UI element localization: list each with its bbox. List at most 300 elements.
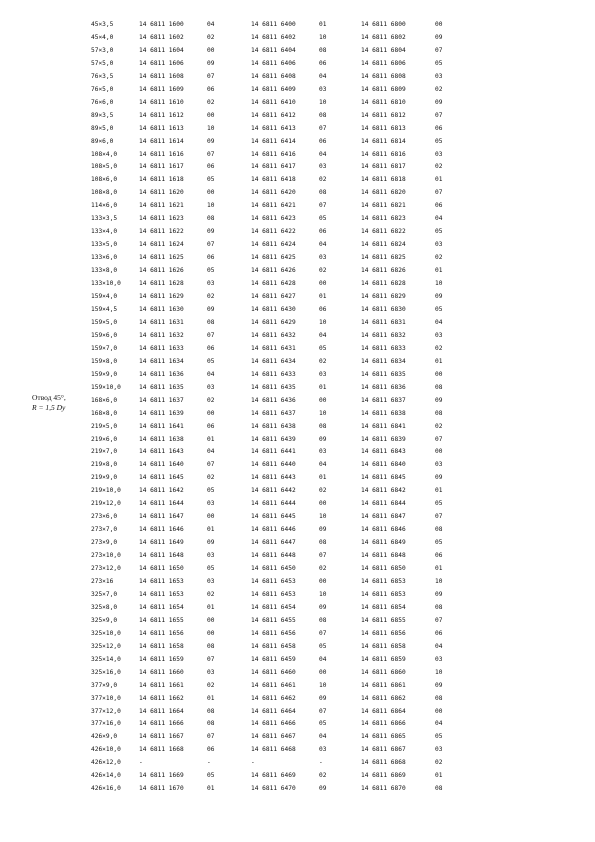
check-a-cell: 03 xyxy=(207,383,215,391)
check-b-cell: 10 xyxy=(319,98,327,106)
code-a-cell: 14 6811 1659 xyxy=(139,655,184,663)
code-a-cell: 14 6811 1633 xyxy=(139,344,184,352)
check-a-cell: 06 xyxy=(207,85,215,93)
code-c-cell: 14 6811 6837 xyxy=(361,396,406,404)
check-b-cell: 04 xyxy=(319,733,327,741)
size-cell: 76×3,5 xyxy=(91,72,114,80)
code-b-cell: 14 6811 6428 xyxy=(251,280,296,288)
table-row xyxy=(91,239,455,252)
code-a-cell: 14 6811 1631 xyxy=(139,318,184,326)
code-c-cell: 14 6811 6867 xyxy=(361,746,406,754)
check-a-cell: 08 xyxy=(207,642,215,650)
code-c-cell: 14 6811 6841 xyxy=(361,422,406,430)
code-c-cell: 14 6811 6806 xyxy=(361,59,406,67)
size-cell: 159×8,0 xyxy=(91,357,118,365)
code-c-cell: 14 6811 6866 xyxy=(361,720,406,728)
code-a-cell: 14 6811 1636 xyxy=(139,370,184,378)
size-cell: 168×8,0 xyxy=(91,409,118,417)
check-a-cell: 05 xyxy=(207,565,215,573)
code-c-cell: 14 6811 6850 xyxy=(361,565,406,573)
code-a-cell: 14 6811 1623 xyxy=(139,215,184,223)
check-c-cell: 00 xyxy=(435,370,443,378)
table-row xyxy=(91,615,455,628)
check-b-cell: 08 xyxy=(319,189,327,197)
code-c-cell: 14 6811 6822 xyxy=(361,228,406,236)
table-row xyxy=(91,174,455,187)
size-cell: 114×6,0 xyxy=(91,202,118,210)
check-b-cell: 01 xyxy=(319,293,327,301)
check-b-cell: 05 xyxy=(319,215,327,223)
code-b-cell: 14 6811 6437 xyxy=(251,409,296,417)
code-table xyxy=(91,19,455,796)
check-b-cell: - xyxy=(319,759,323,767)
code-b-cell: 14 6811 6423 xyxy=(251,215,296,223)
code-b-cell: 14 6811 6412 xyxy=(251,111,296,119)
code-a-cell: 14 6811 1617 xyxy=(139,163,184,171)
code-b-cell: 14 6811 6429 xyxy=(251,318,296,326)
code-c-cell: 14 6811 6858 xyxy=(361,642,406,650)
code-b-cell: 14 6811 6402 xyxy=(251,33,296,41)
check-b-cell: 08 xyxy=(319,539,327,547)
check-c-cell: 02 xyxy=(435,85,443,93)
code-c-cell: 14 6811 6802 xyxy=(361,33,406,41)
check-b-cell: 06 xyxy=(319,137,327,145)
table-row xyxy=(91,110,455,123)
code-c-cell: 14 6811 6848 xyxy=(361,552,406,560)
code-c-cell: 14 6811 6825 xyxy=(361,254,406,262)
check-c-cell: 04 xyxy=(435,642,443,650)
code-a-cell: 14 6811 1620 xyxy=(139,189,184,197)
table-row xyxy=(91,71,455,84)
code-a-cell: 14 6811 1653 xyxy=(139,590,184,598)
check-b-cell: 02 xyxy=(319,357,327,365)
code-b-cell: 14 6811 6456 xyxy=(251,629,296,637)
check-a-cell: 06 xyxy=(207,254,215,262)
check-c-cell: 03 xyxy=(435,655,443,663)
code-c-cell: 14 6811 6804 xyxy=(361,46,406,54)
check-c-cell: 01 xyxy=(435,772,443,780)
check-c-cell: 04 xyxy=(435,720,443,728)
code-b-cell: 14 6811 6445 xyxy=(251,513,296,521)
code-c-cell: 14 6811 6845 xyxy=(361,474,406,482)
code-a-cell: 14 6811 1644 xyxy=(139,500,184,508)
code-b-cell: 14 6811 6450 xyxy=(251,565,296,573)
check-b-cell: 04 xyxy=(319,241,327,249)
size-cell: 133×4,0 xyxy=(91,228,118,236)
table-row xyxy=(91,330,455,343)
code-c-cell: 14 6811 6844 xyxy=(361,500,406,508)
check-a-cell: 03 xyxy=(207,577,215,585)
code-c-cell: 14 6811 6838 xyxy=(361,409,406,417)
code-b-cell: 14 6811 6409 xyxy=(251,85,296,93)
table-row xyxy=(91,395,455,408)
check-c-cell: 02 xyxy=(435,254,443,262)
code-c-cell: 14 6811 6823 xyxy=(361,215,406,223)
size-cell: 159×6,0 xyxy=(91,331,118,339)
size-cell: 325×16,0 xyxy=(91,668,121,676)
check-c-cell: 05 xyxy=(435,137,443,145)
code-c-cell: 14 6811 6860 xyxy=(361,668,406,676)
check-b-cell: 04 xyxy=(319,461,327,469)
code-b-cell: 14 6811 6440 xyxy=(251,461,296,469)
check-b-cell: 10 xyxy=(319,318,327,326)
size-cell: 426×9,0 xyxy=(91,733,118,741)
code-a-cell: 14 6811 1614 xyxy=(139,137,184,145)
check-c-cell: 07 xyxy=(435,513,443,521)
check-c-cell: 03 xyxy=(435,461,443,469)
code-b-cell: 14 6811 6408 xyxy=(251,72,296,80)
size-cell: 273×9,0 xyxy=(91,539,118,547)
size-cell: 325×7,0 xyxy=(91,590,118,598)
code-c-cell: 14 6811 6861 xyxy=(361,681,406,689)
code-a-cell: 14 6811 1621 xyxy=(139,202,184,210)
size-cell: 45×4,0 xyxy=(91,33,114,41)
code-table-body xyxy=(91,19,455,796)
check-c-cell: 02 xyxy=(435,163,443,171)
check-a-cell: 01 xyxy=(207,526,215,534)
check-a-cell: 03 xyxy=(207,552,215,560)
size-cell: 426×12,0 xyxy=(91,759,121,767)
size-cell: 377×12,0 xyxy=(91,707,121,715)
table-row xyxy=(91,576,455,589)
code-a-cell: 14 6811 1613 xyxy=(139,124,184,132)
code-a-cell: 14 6811 1628 xyxy=(139,280,184,288)
code-a-cell: 14 6811 1629 xyxy=(139,293,184,301)
check-a-cell: 06 xyxy=(207,746,215,754)
check-b-cell: 09 xyxy=(319,603,327,611)
code-b-cell: 14 6811 6468 xyxy=(251,746,296,754)
check-b-cell: 08 xyxy=(319,616,327,624)
check-b-cell: 00 xyxy=(319,280,327,288)
code-b-cell: 14 6811 6436 xyxy=(251,396,296,404)
code-c-cell: 14 6811 6813 xyxy=(361,124,406,132)
table-row xyxy=(91,343,455,356)
table-row xyxy=(91,226,455,239)
table-row xyxy=(91,731,455,744)
code-b-cell: 14 6811 6422 xyxy=(251,228,296,236)
code-a-cell: 14 6811 1648 xyxy=(139,552,184,560)
size-cell: 273×16 xyxy=(91,577,114,585)
code-c-cell: 14 6811 6839 xyxy=(361,435,406,443)
code-c-cell: 14 6811 6840 xyxy=(361,461,406,469)
size-cell: 159×5,0 xyxy=(91,318,118,326)
check-c-cell: 02 xyxy=(435,422,443,430)
code-c-cell: 14 6811 6854 xyxy=(361,603,406,611)
table-row xyxy=(91,589,455,602)
table-row xyxy=(91,757,455,770)
check-c-cell: 01 xyxy=(435,267,443,275)
code-a-cell: 14 6811 1658 xyxy=(139,642,184,650)
code-c-cell: 14 6811 6869 xyxy=(361,772,406,780)
table-row xyxy=(91,84,455,97)
code-b-cell: 14 6811 6447 xyxy=(251,539,296,547)
size-cell: 219×5,0 xyxy=(91,422,118,430)
check-a-cell: 05 xyxy=(207,487,215,495)
check-c-cell: 05 xyxy=(435,228,443,236)
size-cell: 273×10,0 xyxy=(91,552,121,560)
table-row xyxy=(91,783,455,796)
code-b-cell: 14 6811 6432 xyxy=(251,331,296,339)
code-c-cell: 14 6811 6853 xyxy=(361,590,406,598)
check-c-cell: 01 xyxy=(435,357,443,365)
code-a-cell: 14 6811 1640 xyxy=(139,461,184,469)
check-a-cell: 08 xyxy=(207,720,215,728)
size-cell: 377×10,0 xyxy=(91,694,121,702)
check-c-cell: 08 xyxy=(435,526,443,534)
check-a-cell: 03 xyxy=(207,500,215,508)
table-row xyxy=(91,524,455,537)
size-cell: 219×6,0 xyxy=(91,435,118,443)
code-b-cell: 14 6811 6464 xyxy=(251,707,296,715)
code-b-cell: 14 6811 6470 xyxy=(251,785,296,793)
code-c-cell: 14 6811 6808 xyxy=(361,72,406,80)
table-row xyxy=(91,32,455,45)
check-c-cell: 08 xyxy=(435,383,443,391)
check-a-cell: 02 xyxy=(207,681,215,689)
check-a-cell: 00 xyxy=(207,46,215,54)
size-cell: 76×5,0 xyxy=(91,85,114,93)
check-b-cell: 04 xyxy=(319,331,327,339)
size-cell: 159×7,0 xyxy=(91,344,118,352)
code-a-cell: 14 6811 1635 xyxy=(139,383,184,391)
check-b-cell: 10 xyxy=(319,409,327,417)
check-a-cell: 09 xyxy=(207,228,215,236)
table-row xyxy=(91,278,455,291)
check-c-cell: 09 xyxy=(435,293,443,301)
size-cell: 325×12,0 xyxy=(91,642,121,650)
check-b-cell: 01 xyxy=(319,21,327,28)
check-a-cell: 05 xyxy=(207,267,215,275)
check-b-cell: 09 xyxy=(319,785,327,793)
check-b-cell: 08 xyxy=(319,111,327,119)
check-a-cell: 08 xyxy=(207,318,215,326)
check-a-cell: 09 xyxy=(207,305,215,313)
check-a-cell: 06 xyxy=(207,163,215,171)
code-a-cell: 14 6811 1653 xyxy=(139,577,184,585)
code-b-cell: 14 6811 6446 xyxy=(251,526,296,534)
check-c-cell: 05 xyxy=(435,59,443,67)
code-a-cell: 14 6811 1667 xyxy=(139,733,184,741)
code-a-cell: - xyxy=(139,759,143,767)
table-row xyxy=(91,706,455,719)
code-c-cell: 14 6811 6870 xyxy=(361,785,406,793)
code-a-cell: 14 6811 1669 xyxy=(139,772,184,780)
item-label-line1: Отвод 45°, xyxy=(32,393,66,402)
code-b-cell: 14 6811 6425 xyxy=(251,254,296,262)
table-row xyxy=(91,602,455,615)
code-c-cell: 14 6811 6856 xyxy=(361,629,406,637)
code-a-cell: 14 6811 1670 xyxy=(139,785,184,793)
code-a-cell: 14 6811 1662 xyxy=(139,694,184,702)
code-c-cell: 14 6811 6831 xyxy=(361,318,406,326)
code-a-cell: 14 6811 1610 xyxy=(139,98,184,106)
code-b-cell: 14 6811 6404 xyxy=(251,46,296,54)
code-c-cell: 14 6811 6824 xyxy=(361,241,406,249)
code-c-cell: 14 6811 6830 xyxy=(361,305,406,313)
size-cell: 89×3,5 xyxy=(91,111,114,119)
check-a-cell: 07 xyxy=(207,150,215,158)
size-cell: 76×6,0 xyxy=(91,98,114,106)
code-c-cell: 14 6811 6800 xyxy=(361,21,406,28)
code-b-cell: 14 6811 6410 xyxy=(251,98,296,106)
check-c-cell: 03 xyxy=(435,72,443,80)
code-b-cell: 14 6811 6421 xyxy=(251,202,296,210)
table-row xyxy=(91,252,455,265)
table-row xyxy=(91,187,455,200)
check-c-cell: 09 xyxy=(435,98,443,106)
check-c-cell: 07 xyxy=(435,616,443,624)
code-a-cell: 14 6811 1634 xyxy=(139,357,184,365)
table-row xyxy=(91,317,455,330)
table-row xyxy=(91,641,455,654)
code-b-cell: 14 6811 6453 xyxy=(251,590,296,598)
code-b-cell: 14 6811 6430 xyxy=(251,305,296,313)
check-b-cell: 07 xyxy=(319,124,327,132)
size-cell: 219×7,0 xyxy=(91,448,118,456)
check-b-cell: 04 xyxy=(319,655,327,663)
check-b-cell: 02 xyxy=(319,772,327,780)
table-row xyxy=(91,149,455,162)
code-c-cell: 14 6811 6846 xyxy=(361,526,406,534)
check-b-cell: 10 xyxy=(319,681,327,689)
code-c-cell: 14 6811 6862 xyxy=(361,694,406,702)
check-c-cell: 03 xyxy=(435,331,443,339)
check-b-cell: 07 xyxy=(319,202,327,210)
table-row xyxy=(91,200,455,213)
size-cell: 89×6,0 xyxy=(91,137,114,145)
check-c-cell: 09 xyxy=(435,33,443,41)
code-b-cell: 14 6811 6426 xyxy=(251,267,296,275)
table-row xyxy=(91,97,455,110)
check-a-cell: 01 xyxy=(207,435,215,443)
check-a-cell: 04 xyxy=(207,370,215,378)
size-cell: 426×14,0 xyxy=(91,772,121,780)
size-cell: 273×7,0 xyxy=(91,526,118,534)
check-a-cell: 05 xyxy=(207,357,215,365)
code-b-cell: 14 6811 6448 xyxy=(251,552,296,560)
code-b-cell: 14 6811 6414 xyxy=(251,137,296,145)
code-a-cell: 14 6811 1654 xyxy=(139,603,184,611)
size-cell: 159×4,0 xyxy=(91,293,118,301)
code-b-cell: 14 6811 6406 xyxy=(251,59,296,67)
check-b-cell: 07 xyxy=(319,629,327,637)
code-c-cell: 14 6811 6826 xyxy=(361,267,406,275)
check-a-cell: 09 xyxy=(207,137,215,145)
check-c-cell: 08 xyxy=(435,603,443,611)
table-row xyxy=(91,382,455,395)
size-cell: 325×8,0 xyxy=(91,603,118,611)
check-c-cell: 09 xyxy=(435,474,443,482)
check-b-cell: 01 xyxy=(319,383,327,391)
check-b-cell: 06 xyxy=(319,305,327,313)
check-a-cell: 05 xyxy=(207,772,215,780)
code-a-cell: 14 6811 1641 xyxy=(139,422,184,430)
size-cell: 108×8,0 xyxy=(91,189,118,197)
check-b-cell: 10 xyxy=(319,33,327,41)
code-b-cell: 14 6811 6418 xyxy=(251,176,296,184)
code-b-cell: 14 6811 6460 xyxy=(251,668,296,676)
size-cell: 273×12,0 xyxy=(91,565,121,573)
size-cell: 133×5,0 xyxy=(91,241,118,249)
check-a-cell: 00 xyxy=(207,409,215,417)
check-c-cell: 09 xyxy=(435,590,443,598)
check-a-cell: 05 xyxy=(207,176,215,184)
code-c-cell: 14 6811 6814 xyxy=(361,137,406,145)
item-label xyxy=(32,393,66,413)
check-a-cell: 07 xyxy=(207,72,215,80)
code-a-cell: 14 6811 1609 xyxy=(139,85,184,93)
code-b-cell: 14 6811 6467 xyxy=(251,733,296,741)
check-a-cell: 02 xyxy=(207,474,215,482)
check-c-cell: 01 xyxy=(435,176,443,184)
check-a-cell: 02 xyxy=(207,396,215,404)
code-a-cell: 14 6811 1606 xyxy=(139,59,184,67)
code-c-cell: 14 6811 6842 xyxy=(361,487,406,495)
size-cell: 133×8,0 xyxy=(91,267,118,275)
check-c-cell: 10 xyxy=(435,577,443,585)
size-cell: 219×10,0 xyxy=(91,487,121,495)
table-row xyxy=(91,563,455,576)
code-b-cell: 14 6811 6434 xyxy=(251,357,296,365)
table-row xyxy=(91,680,455,693)
check-c-cell: 06 xyxy=(435,124,443,132)
code-a-cell: 14 6811 1602 xyxy=(139,33,184,41)
check-b-cell: 01 xyxy=(319,474,327,482)
code-c-cell: 14 6811 6843 xyxy=(361,448,406,456)
size-cell: 159×9,0 xyxy=(91,370,118,378)
check-a-cell: 02 xyxy=(207,293,215,301)
check-a-cell: 09 xyxy=(207,539,215,547)
table-row xyxy=(91,45,455,58)
check-c-cell: 05 xyxy=(435,539,443,547)
size-cell: 45×3,5 xyxy=(91,21,114,28)
check-a-cell: 07 xyxy=(207,733,215,741)
code-c-cell: 14 6811 6821 xyxy=(361,202,406,210)
code-a-cell: 14 6811 1630 xyxy=(139,305,184,313)
code-c-cell: 14 6811 6868 xyxy=(361,759,406,767)
check-a-cell: 08 xyxy=(207,215,215,223)
size-cell: 426×16,0 xyxy=(91,785,121,793)
check-b-cell: 05 xyxy=(319,720,327,728)
code-c-cell: 14 6811 6834 xyxy=(361,357,406,365)
check-c-cell: 00 xyxy=(435,21,443,28)
check-a-cell: 04 xyxy=(207,448,215,456)
code-c-cell: 14 6811 6820 xyxy=(361,189,406,197)
code-c-cell: 14 6811 6832 xyxy=(361,331,406,339)
size-cell: 377×9,0 xyxy=(91,681,118,689)
code-c-cell: 14 6811 6849 xyxy=(361,539,406,547)
check-c-cell: 02 xyxy=(435,759,443,767)
code-a-cell: 14 6811 1622 xyxy=(139,228,184,236)
size-cell: 89×5,0 xyxy=(91,124,114,132)
size-cell: 108×6,0 xyxy=(91,176,118,184)
check-a-cell: 10 xyxy=(207,124,215,132)
check-a-cell: 08 xyxy=(207,707,215,715)
code-b-cell: 14 6811 6435 xyxy=(251,383,296,391)
table-row xyxy=(91,459,455,472)
code-c-cell: 14 6811 6812 xyxy=(361,111,406,119)
code-c-cell: 14 6811 6864 xyxy=(361,707,406,715)
check-a-cell: 02 xyxy=(207,33,215,41)
code-b-cell: 14 6811 6438 xyxy=(251,422,296,430)
code-a-cell: 14 6811 1649 xyxy=(139,539,184,547)
check-b-cell: 02 xyxy=(319,565,327,573)
table-row xyxy=(91,434,455,447)
size-cell: 133×3,5 xyxy=(91,215,118,223)
code-b-cell: 14 6811 6416 xyxy=(251,150,296,158)
code-a-cell: 14 6811 1624 xyxy=(139,241,184,249)
code-a-cell: 14 6811 1645 xyxy=(139,474,184,482)
